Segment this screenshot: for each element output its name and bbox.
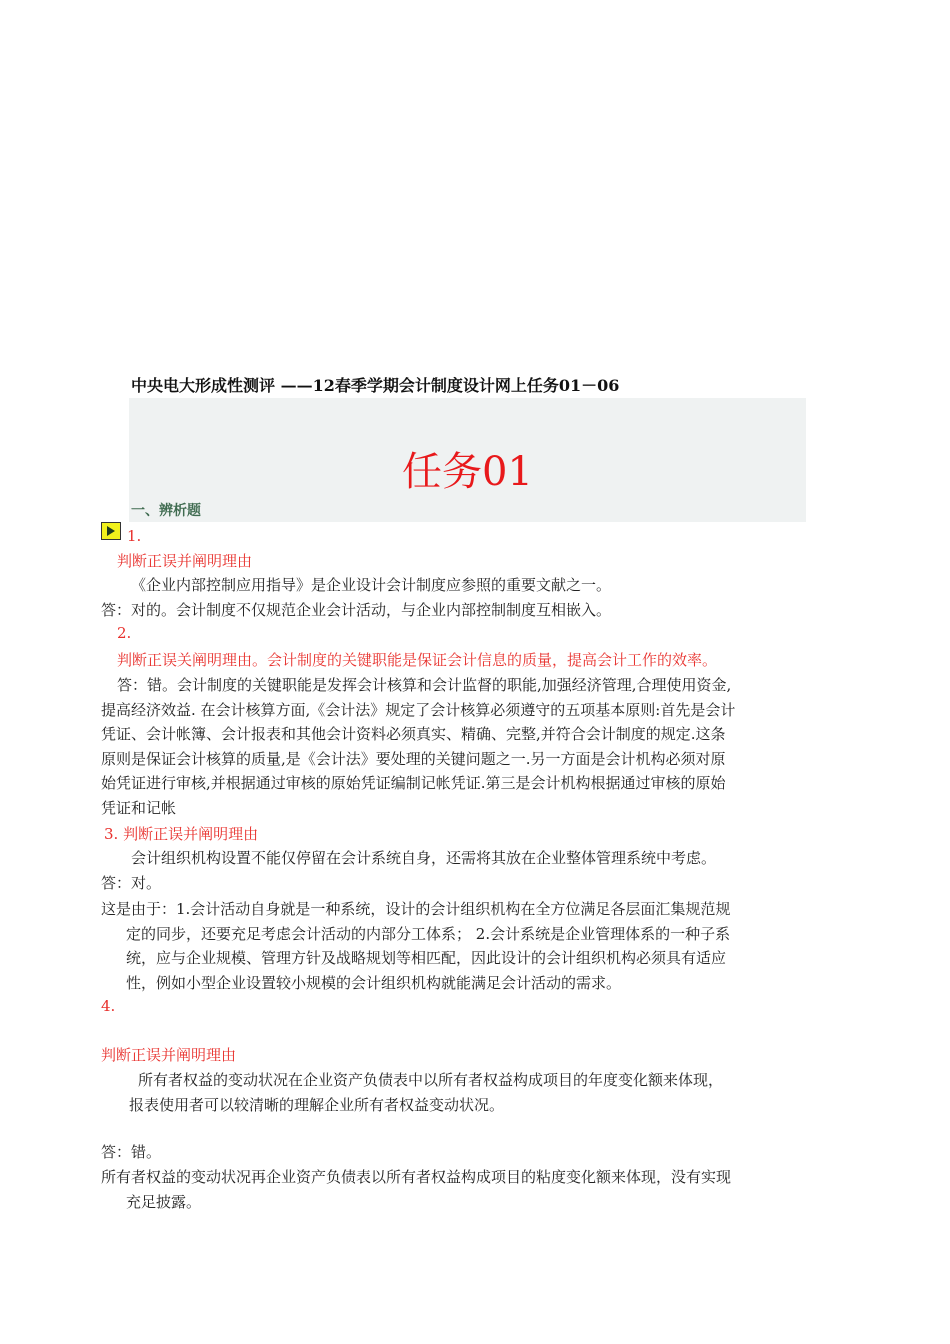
document-title: 中央电大形成性测评 ——12春季学期会计制度设计网上任务01－06: [131, 376, 620, 395]
answer-text: 答：对的。会计制度不仅规范企业会计活动，与企业内部控制制度互相嵌入。: [101, 601, 612, 619]
answer-line: 凭证、会计帐簿、会计报表和其他会计资料必须真实、精确、完整,并符合会计制度的规定.这条: [101, 725, 726, 743]
answer-text: 答：对。: [101, 874, 162, 892]
question-statement: 报表使用者可以较清晰的理解企业所有者权益变动状况。: [129, 1096, 505, 1114]
question-type: 判断正误并阐明理由: [117, 552, 253, 570]
question-statement: 所有者权益的变动状况在企业资产负债表中以所有者权益构成项目的年度变化额来体现，: [138, 1071, 724, 1089]
answer-line: 原则是保证会计核算的质量,是《会计法》要处理的关键问题之一.另一方面是会计机构必须对原: [101, 749, 726, 768]
question-marker-icon[interactable]: [101, 522, 121, 540]
answer-line: 所有者权益的变动状况再企业资产负债表以所有者权益构成项目的粘度变化额来体现，没有实现: [101, 1168, 732, 1186]
answer-text: 答：错。: [101, 1143, 162, 1161]
answer-line: 始凭证进行审核,并根据通过审核的原始凭证编制记帐凭证.第三是会计机构根据通过审核的原始: [101, 774, 726, 792]
task-banner: [129, 398, 806, 522]
answer-line: 凭证和记帐: [101, 798, 177, 817]
answer-line: 统，应与企业规模、管理方针及战略规划等相匹配，因此设计的会计组织机构必须具有适应: [126, 949, 727, 967]
answer-line: 充足披露。: [126, 1193, 202, 1211]
answer-line: 提高经济效益. 在会计核算方面,《会计法》规定了会计核算必须遵守的五项基本原则:首先是会计: [101, 700, 736, 719]
answer-line: 性，例如小型企业设置较小规模的会计组织机构就能满足会计活动的需求。: [126, 973, 622, 992]
answer-explanation: [101, 673, 811, 820]
section-title: 一、辨析题: [131, 503, 201, 519]
question-statement: 判断正误关阐明理由。会计制度的关键职能是保证会计信息的质量，提高会计工作的效率。: [117, 651, 718, 669]
answer-line: 这是由于：1.会计活动自身就是一种系统，设计的会计组织机构在全方位满足各层面汇集规范规: [101, 900, 731, 918]
answer-explanation: [101, 897, 811, 995]
question-statement: 会计组织机构设置不能仅停留在会计系统自身，还需将其放在企业整体管理系统中考虑。: [131, 849, 717, 867]
task-title: 任务01: [402, 449, 533, 495]
question-type: 判断正误并阐明理由: [101, 1046, 237, 1064]
answer-line: 定的同步，还要充足考虑会计活动的内部分工体系； 2.会计系统是企业管理体系的一种子系: [126, 924, 731, 943]
question-heading: 3. 判断正误并阐明理由: [104, 825, 259, 843]
question-number: 1.: [127, 527, 142, 545]
question-number: 2.: [117, 624, 132, 642]
question-statement: 《企业内部控制应用指导》是企业设计会计制度应参照的重要文献之一。: [131, 576, 612, 594]
question-number: 4.: [101, 997, 116, 1015]
answer-line: 答：错。会计制度的关键职能是发挥会计核算和会计监督的职能,加强经济管理,合理使用资金,: [117, 676, 732, 694]
